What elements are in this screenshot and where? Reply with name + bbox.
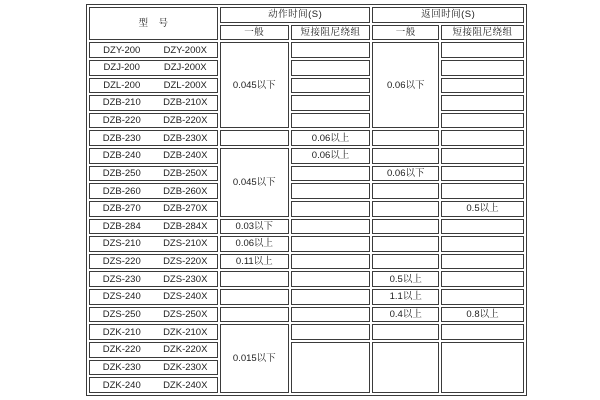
value-cell: 0.5以上 — [441, 201, 524, 217]
value-cell — [441, 342, 524, 393]
model-name: DZK-220 — [102, 344, 141, 356]
model-cell — [89, 307, 218, 323]
value-cell — [291, 289, 371, 305]
model-name: DZB-220 — [102, 115, 141, 127]
model-name: DZB-260X — [163, 185, 208, 197]
value-cell — [372, 254, 439, 270]
value-cell: 0.03以下 — [220, 219, 289, 235]
model-name: DZB-240X — [163, 150, 208, 162]
table-row — [89, 289, 524, 305]
model-cell — [89, 183, 218, 199]
value-cell: 0.06以下 — [372, 42, 439, 128]
header-return-general: 一般 — [372, 25, 439, 41]
value-cell — [291, 166, 371, 182]
table-row — [89, 148, 524, 164]
value-cell: 0.8以上 — [441, 307, 524, 323]
value-cell — [372, 183, 439, 199]
header-return-time: 返回时间(S) — [372, 7, 524, 23]
model-name: DZB-210 — [102, 97, 141, 109]
model-pair — [90, 80, 217, 91]
model-pair — [90, 344, 217, 355]
model-cell — [89, 219, 218, 235]
table-row — [89, 324, 524, 340]
model-pair — [90, 291, 217, 302]
table-row — [89, 254, 524, 270]
model-name: DZS-220X — [163, 256, 208, 268]
value-cell — [441, 148, 524, 164]
value-cell — [291, 201, 371, 217]
value-cell — [372, 201, 439, 217]
model-pair — [90, 62, 217, 73]
spec-table — [86, 4, 527, 396]
model-pair — [90, 309, 217, 320]
model-name: DZS-250 — [102, 308, 141, 320]
value-cell — [291, 324, 371, 340]
model-name: DZB-270X — [163, 203, 208, 215]
model-name: DZS-220 — [102, 256, 141, 268]
table-row — [89, 42, 524, 58]
model-name: DZK-240X — [163, 379, 208, 391]
value-cell — [291, 113, 371, 129]
model-name: DZL-200 — [103, 79, 141, 91]
model-pair — [90, 168, 217, 179]
model-pair — [90, 327, 217, 338]
model-name: DZB-260 — [102, 185, 141, 197]
model-name: DZL-200X — [163, 79, 207, 91]
model-cell — [89, 254, 218, 270]
model-name: DZB-284 — [102, 220, 141, 232]
value-cell: 0.015以下 — [220, 324, 289, 393]
model-name: DZS-210 — [102, 238, 141, 250]
spec-table-body — [89, 7, 524, 393]
header-action-short-damping: 短接阻尼绕组 — [291, 25, 371, 41]
value-cell — [220, 130, 289, 146]
model-name: DZY-200 — [103, 44, 141, 56]
model-name: DZB-284X — [163, 220, 208, 232]
value-cell: 0.045以下 — [220, 148, 289, 217]
value-cell — [291, 307, 371, 323]
table-row — [89, 342, 524, 358]
header-model: 型 号 — [89, 7, 218, 40]
model-cell — [89, 377, 218, 393]
model-cell — [89, 360, 218, 376]
value-cell — [372, 148, 439, 164]
table-row — [89, 201, 524, 217]
value-cell — [372, 130, 439, 146]
value-cell: 0.06以上 — [291, 148, 371, 164]
value-cell — [372, 324, 439, 340]
value-cell — [441, 254, 524, 270]
value-cell — [291, 95, 371, 111]
model-pair — [90, 150, 217, 161]
model-cell — [89, 236, 218, 252]
value-cell — [441, 219, 524, 235]
model-name: DZS-250X — [163, 308, 208, 320]
value-cell: 1.1以上 — [372, 289, 439, 305]
model-name: DZK-210X — [163, 326, 208, 338]
value-cell — [441, 289, 524, 305]
value-cell: 0.11以上 — [220, 254, 289, 270]
model-pair — [90, 221, 217, 232]
value-cell — [372, 236, 439, 252]
table-row — [89, 60, 524, 76]
value-cell: 0.06以上 — [220, 236, 289, 252]
header-action-time: 动作时间(S) — [220, 7, 370, 23]
model-name: DZS-210X — [163, 238, 208, 250]
table-row — [89, 219, 524, 235]
model-pair — [90, 203, 217, 214]
table-row — [89, 130, 524, 146]
model-name: DZS-230 — [102, 273, 141, 285]
value-cell — [291, 60, 371, 76]
model-name: DZB-230 — [102, 132, 141, 144]
table-row — [89, 95, 524, 111]
table-row — [89, 307, 524, 323]
value-cell — [372, 342, 439, 393]
model-cell — [89, 60, 218, 76]
value-cell — [291, 78, 371, 94]
value-cell — [291, 219, 371, 235]
model-name: DZB-250 — [102, 167, 141, 179]
value-cell — [291, 183, 371, 199]
table-row — [89, 271, 524, 287]
table-row — [89, 78, 524, 94]
model-pair — [90, 238, 217, 249]
model-cell — [89, 201, 218, 217]
value-cell — [291, 254, 371, 270]
model-pair — [90, 186, 217, 197]
model-pair — [90, 256, 217, 267]
model-pair — [90, 45, 217, 56]
model-name: DZB-270 — [102, 203, 141, 215]
value-cell: 0.4以上 — [372, 307, 439, 323]
value-cell — [220, 307, 289, 323]
value-cell: 0.06以下 — [372, 166, 439, 182]
value-cell — [441, 60, 524, 76]
model-cell — [89, 289, 218, 305]
value-cell: 0.06以上 — [291, 130, 371, 146]
model-name: DZK-230X — [163, 361, 208, 373]
model-name: DZB-250X — [163, 167, 208, 179]
table-row — [89, 113, 524, 129]
model-cell — [89, 271, 218, 287]
model-name: DZK-220X — [163, 344, 208, 356]
model-pair — [90, 274, 217, 285]
model-cell — [89, 130, 218, 146]
model-name: DZB-230X — [163, 132, 208, 144]
value-cell — [220, 289, 289, 305]
model-name: DZK-210 — [102, 326, 141, 338]
model-name: DZS-240X — [163, 291, 208, 303]
model-name: DZJ-200X — [163, 62, 207, 74]
table-row — [89, 183, 524, 199]
model-cell — [89, 95, 218, 111]
table-row — [89, 166, 524, 182]
value-cell — [441, 130, 524, 146]
value-cell — [291, 271, 371, 287]
model-pair — [90, 362, 217, 373]
value-cell — [441, 236, 524, 252]
model-name: DZS-230X — [163, 273, 208, 285]
value-cell — [441, 166, 524, 182]
model-cell — [89, 78, 218, 94]
model-cell — [89, 113, 218, 129]
header-row — [89, 7, 524, 23]
model-name: DZB-220X — [163, 115, 208, 127]
value-cell — [441, 78, 524, 94]
model-name: DZS-240 — [102, 291, 141, 303]
value-cell — [441, 42, 524, 58]
model-cell — [89, 166, 218, 182]
model-cell — [89, 324, 218, 340]
model-pair — [90, 97, 217, 108]
header-return-short-damping: 短接阻尼绕组 — [441, 25, 524, 41]
value-cell — [220, 271, 289, 287]
value-cell: 0.045以下 — [220, 42, 289, 128]
value-cell — [441, 95, 524, 111]
value-cell — [441, 271, 524, 287]
model-pair — [90, 115, 217, 126]
value-cell — [441, 324, 524, 340]
model-name: DZK-240 — [102, 379, 141, 391]
value-cell — [441, 113, 524, 129]
value-cell — [291, 342, 371, 393]
value-cell — [372, 219, 439, 235]
model-pair — [90, 380, 217, 391]
table-row — [89, 236, 524, 252]
model-name: DZY-200X — [163, 44, 207, 56]
model-name: DZJ-200 — [103, 62, 140, 74]
value-cell — [291, 236, 371, 252]
model-cell — [89, 342, 218, 358]
model-cell — [89, 42, 218, 58]
value-cell: 0.5以上 — [372, 271, 439, 287]
value-cell — [441, 183, 524, 199]
model-cell — [89, 148, 218, 164]
model-pair — [90, 133, 217, 144]
model-name: DZB-210X — [163, 97, 208, 109]
model-name: DZK-230 — [102, 361, 141, 373]
header-action-general: 一般 — [220, 25, 289, 41]
value-cell — [291, 42, 371, 58]
model-name: DZB-240 — [102, 150, 141, 162]
